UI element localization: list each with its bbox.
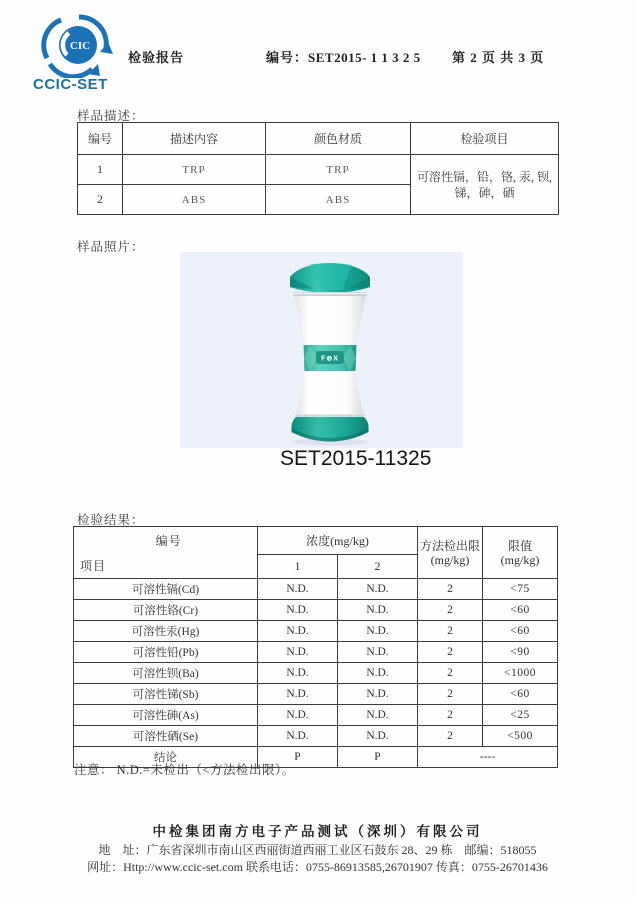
- result-cell-limit: <500: [483, 726, 558, 747]
- result-cell-v2: N.D.: [338, 663, 418, 684]
- result-cell-limit: <25: [483, 705, 558, 726]
- conclusion-cell-v1: P: [258, 747, 338, 768]
- result-cell-limit: <60: [483, 600, 558, 621]
- result-cell-v1: N.D.: [258, 726, 338, 747]
- mdl-header: [418, 527, 483, 579]
- result-cell-v2: N.D.: [338, 726, 418, 747]
- result-cell-item: 可溶性砷(As): [74, 705, 258, 726]
- footer-address: 地 址：广东省深圳市南山区西丽街道西丽工业区石鼓东 28、29 栋 邮编：518055: [98, 843, 537, 857]
- result-cell-v1: N.D.: [258, 621, 338, 642]
- result-cell-item: 可溶性硒(Se): [74, 726, 258, 747]
- section-label-results: 检验结果：: [77, 513, 145, 527]
- result-cell-item: 可溶性铬(Cr): [74, 600, 258, 621]
- result-cell-v2: N.D.: [338, 621, 418, 642]
- conclusion-cell-v2: P: [338, 747, 418, 768]
- table-row: [78, 155, 559, 185]
- note-text: 注意： N.D.=未检出（<方法检出限）。: [74, 763, 295, 777]
- result-cell-v1: N.D.: [258, 663, 338, 684]
- concentration-header: 浓度(mg/kg): [258, 527, 418, 555]
- result-cell-limit: <1000: [483, 663, 558, 684]
- col-header-items: 检验项目: [411, 123, 559, 155]
- limit-header-line1: 限值: [508, 538, 533, 553]
- col-header-no: 编号: [78, 123, 123, 155]
- col-header-desc: 描述内容: [123, 123, 266, 155]
- corner-header-bottom: 项目: [80, 559, 107, 573]
- ccic-logo-icon: [34, 14, 130, 78]
- result-cell-mdl: 2: [418, 642, 483, 663]
- result-cell-mdl: 2: [418, 726, 483, 747]
- section-label-sample-photo: 样品照片：: [77, 240, 145, 254]
- result-cell-v1: N.D.: [258, 684, 338, 705]
- result-cell-v2: N.D.: [338, 579, 418, 600]
- cell-color: ABS: [266, 185, 411, 215]
- result-cell-item: 可溶性铅(Pb): [74, 642, 258, 663]
- result-cell-mdl: 2: [418, 621, 483, 642]
- test-items-line1: 可溶性镉，铅，铬, 汞, 钡,: [416, 169, 552, 184]
- mdl-header-line2: (mg/kg): [430, 552, 470, 567]
- logo-text: CIC: [69, 40, 91, 52]
- corner-header-cell: [74, 527, 258, 579]
- cell-no: 2: [78, 185, 123, 215]
- product-brand-badge: F⊗X: [321, 355, 339, 363]
- result-row: [74, 705, 558, 726]
- limit-header: [483, 527, 558, 579]
- col-header-color: 颜色材质: [266, 123, 411, 155]
- result-cell-mdl: 2: [418, 600, 483, 621]
- result-cell-limit: <60: [483, 684, 558, 705]
- footer-company: 中检集团南方电子产品测试（深圳）有限公司: [152, 824, 483, 839]
- result-cell-item: 可溶性锑(Sb): [74, 684, 258, 705]
- result-row: [74, 663, 558, 684]
- limit-header-line2: (mg/kg): [500, 552, 540, 567]
- cell-test-items: [411, 155, 559, 215]
- result-cell-v2: N.D.: [338, 684, 418, 705]
- result-cell-item: 可溶性镉(Cd): [74, 579, 258, 600]
- sample-description-table: [77, 122, 559, 215]
- conclusion-cell-rest: ----: [418, 747, 558, 768]
- footer-contact: 网址：Http://www.ccic-set.com 联系电话：0755-86913585,26701907 传真：0755-26701436: [87, 860, 548, 874]
- photo-caption: SET2015-11325: [280, 447, 432, 470]
- result-cell-mdl: 2: [418, 705, 483, 726]
- report-number-label: 编号：: [266, 50, 309, 65]
- page-indicator: 第 2 页 共 3 页: [452, 50, 545, 65]
- section-label-sample-description: 样品描述：: [77, 109, 145, 123]
- mdl-header-line1: 方法检出限: [420, 538, 481, 553]
- table-header-row: [78, 123, 559, 155]
- results-header-row-1: [74, 527, 558, 555]
- cell-no: 1: [78, 155, 123, 185]
- results-table-body: [74, 579, 558, 768]
- result-cell-mdl: 2: [418, 579, 483, 600]
- result-cell-mdl: 2: [418, 663, 483, 684]
- sample-photo: [180, 252, 463, 448]
- sample-2-header: 2: [338, 555, 418, 579]
- result-cell-v2: N.D.: [338, 705, 418, 726]
- result-cell-v1: N.D.: [258, 705, 338, 726]
- result-cell-v1: N.D.: [258, 600, 338, 621]
- results-table: [73, 526, 558, 768]
- result-cell-limit: <60: [483, 621, 558, 642]
- result-row: [74, 579, 558, 600]
- report-number-value: SET2015- 1 1 3 2 5: [308, 50, 421, 65]
- result-cell-item: 可溶性钡(Ba): [74, 663, 258, 684]
- cell-color: TRP: [266, 155, 411, 185]
- result-row: [74, 726, 558, 747]
- result-row: [74, 600, 558, 621]
- report-title: 检验报告: [128, 50, 185, 65]
- result-cell-item: 可溶性汞(Hg): [74, 621, 258, 642]
- result-row: [74, 684, 558, 705]
- result-row: [74, 621, 558, 642]
- conclusion-cell-label: 结论: [74, 747, 258, 768]
- result-cell-limit: <90: [483, 642, 558, 663]
- result-cell-v1: N.D.: [258, 579, 338, 600]
- test-items-line2: 锑，砷，硒: [454, 185, 515, 200]
- result-cell-mdl: 2: [418, 684, 483, 705]
- sample-1-header: 1: [258, 555, 338, 579]
- result-cell-v1: N.D.: [258, 642, 338, 663]
- logo-caption: CCIC-SET: [33, 76, 108, 93]
- product-image: [280, 260, 380, 446]
- cell-desc: TRP: [123, 155, 266, 185]
- cell-desc: ABS: [123, 185, 266, 215]
- result-cell-v2: N.D.: [338, 600, 418, 621]
- result-cell-v2: N.D.: [338, 642, 418, 663]
- corner-header-top: 编号: [155, 534, 182, 548]
- report-number: [266, 47, 421, 66]
- result-cell-limit: <75: [483, 579, 558, 600]
- result-row: [74, 642, 558, 663]
